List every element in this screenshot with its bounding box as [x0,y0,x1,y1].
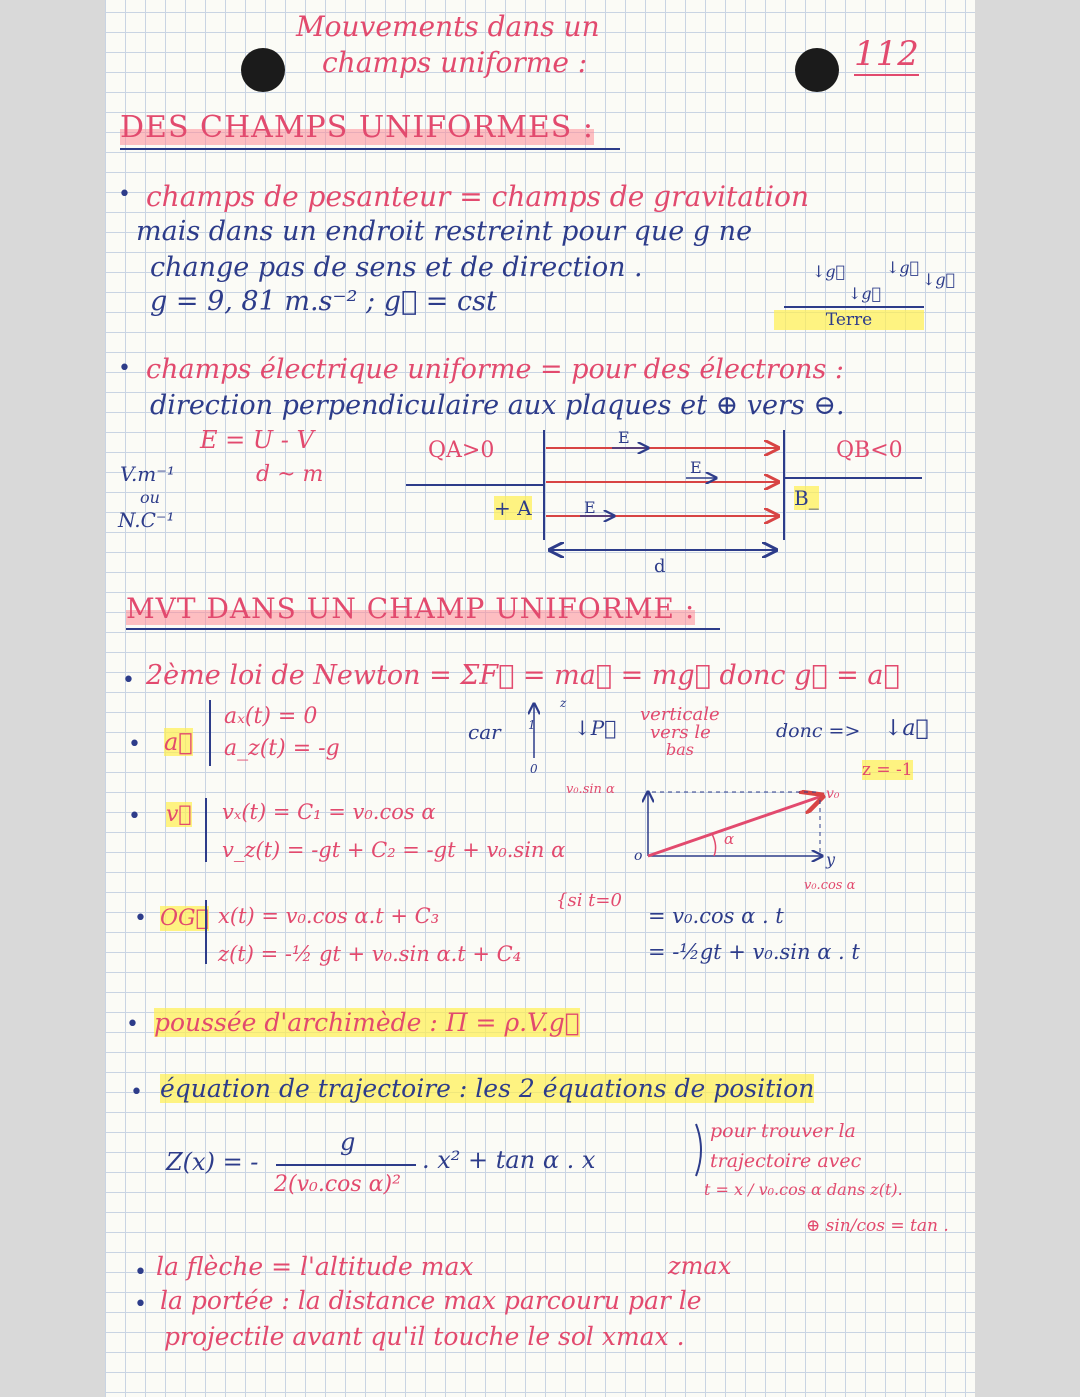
trajectory-rest: . x² + tan α . x [422,1146,596,1174]
paren [696,1124,701,1176]
page-title-line1: Mouvements dans un [296,10,600,43]
grav-line2: mais dans un endroit restreint pour que g ne [136,216,753,247]
page-number: 112 [854,34,919,74]
axis-0-label: 0 [530,762,538,776]
elec-line1: champs électrique uniforme = pour des électrons : [146,354,844,385]
grav-line4: g = 9, 81 m.s⁻² ; g⃗ = cst [150,286,497,317]
charge-qa: QA>0 [428,438,495,463]
bullet: • [118,182,131,207]
field-e-label: E [584,498,596,517]
v0-label: v₀ [826,786,840,802]
velocity-vector: v⃗ [166,802,192,827]
axis-1-label: 1 [528,718,536,732]
because-label: car [468,720,501,744]
plate-a-label: + A [494,496,532,520]
initial-condition: {si t=0 [556,890,622,911]
elec-line2: direction perpendiculaire aux plaques et ⊕ vers ⊖. [150,390,845,421]
range-line2: projectile avant qu'il touche le sol xmax . [164,1322,685,1351]
velocity-z: v_z(t) = -gt + C₂ = -gt + v₀.sin α [222,838,566,862]
arrow-height-line: la flèche = l'altitude max [156,1252,474,1281]
alpha-label: α [724,830,735,848]
zmax-label: zmax [668,1252,732,1280]
accel-vector: a⃗ [164,728,193,756]
note-line3: t = x / v₀.cos α dans z(t). [704,1180,903,1199]
origin-label: o [634,848,643,864]
note-line4: ⊕ sin/cos = tan . [806,1216,949,1236]
therefore-label: donc => [776,720,861,742]
accel-x: aₓ(t) = 0 [224,704,318,729]
unit-vm: V.m⁻¹ [120,462,175,486]
formula-d: d ~ m [256,462,324,487]
bullet: • [134,1260,147,1285]
gravity-arrow-icon: ↓g⃗ [922,270,956,289]
charge-qb: QB<0 [836,438,903,463]
bullet: • [128,804,141,829]
position-x-result: = v₀.cos α . t [648,904,784,928]
field-e-label: E [618,428,630,447]
bullet: • [134,1292,147,1317]
unit-or: ou [140,488,160,507]
distance-d-label: d [654,556,666,577]
note-line2: trajectoire avec [710,1150,862,1172]
archimede-line: poussée d'archimède : Π = ρ.V.g⃗ [154,1008,580,1037]
trajectory-denominator: 2(v₀.cos α)² [274,1172,401,1197]
section1-heading: DES CHAMPS UNIFORMES : [120,110,595,145]
position-x: x(t) = v₀.cos α.t + C₃ [218,904,440,928]
accel-z: a_z(t) = -g [224,736,340,761]
y-axis-label: y [826,850,836,869]
page-title-line2: champs uniforme : [322,46,588,79]
trajectory-numerator: g [340,1128,356,1156]
trajectory-z: Z(x) = - [166,1148,259,1176]
bullet: • [128,732,141,757]
position-z: z(t) = -½ gt + v₀.sin α.t + C₄ [218,942,522,966]
axis-z-label: z [560,696,567,710]
accel-down: ↓a⃗ [884,716,929,741]
vertical-label2: vers le [650,722,711,743]
plate-b-label: B_ [794,486,819,510]
angle-arc [712,834,716,856]
bullet: • [118,356,131,381]
trajectory-line: équation de trajectoire : les 2 équations de position [160,1074,815,1103]
newton-law: 2ème loi de Newton = ΣF⃗ = ma⃗ = mg⃗ donc g⃗ = a⃗ [146,660,900,691]
field-e-label: E [690,458,702,477]
bullet: • [130,1080,143,1105]
range-line1: la portée : la distance max parcouru par le [160,1286,702,1315]
vertical-label: verticale [640,704,720,725]
unit-nc: N.C⁻¹ [118,508,175,532]
velocity-x: vₓ(t) = C₁ = v₀.cos α [222,800,436,824]
position-vector: OG⃗ [160,906,209,931]
vertical-label3: bas [666,740,694,759]
gravity-arrow-icon: ↓g⃗ [848,284,882,303]
gravity-arrow-icon: ↓g⃗ [886,258,920,277]
weight-vector: ↓P⃗ [574,716,617,740]
bullet: • [134,906,147,931]
v0cos-label: v₀.cos α [804,878,856,893]
section2-heading: MVT DANS UN CHAMP UNIFORME : [126,592,696,625]
z-eq: z = -1 [862,760,913,780]
grav-line3: change pas de sens et de direction . [150,252,643,283]
bullet: • [126,1012,139,1037]
bullet: • [122,668,135,693]
v0-vector [648,796,822,856]
grav-line1: champs de pesanteur = champs de gravitation [146,180,810,213]
formula-e: E = U - V [200,426,314,454]
position-z-result: = -½gt + v₀.sin α . t [648,940,860,964]
earth-label: Terre [774,310,924,330]
gravity-arrow-icon: ↓g⃗ [812,262,846,281]
v0sin-label: v₀.sin α [566,782,615,797]
note-line1: pour trouver la [710,1120,856,1142]
